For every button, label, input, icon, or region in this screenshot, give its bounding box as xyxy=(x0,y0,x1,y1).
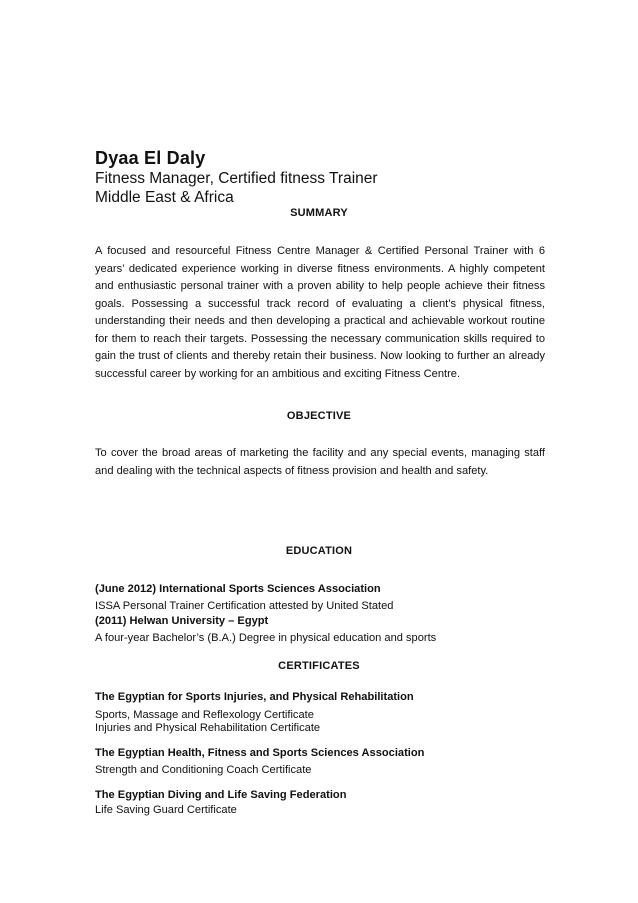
candidate-region: Middle East & Africa xyxy=(95,189,234,206)
certificates-heading: CERTIFICATES xyxy=(278,660,360,672)
objective-text: To cover the broad areas of marketing the facility and any special events, managing staff and dealing with the technical aspects of fitness provision and health and safety. xyxy=(95,447,545,477)
certificate-item: Injuries and Physical Rehabilitation Certificate xyxy=(95,722,321,734)
candidate-title: Fitness Manager, Certified fitness Trainer xyxy=(95,170,378,187)
summary-heading: SUMMARY xyxy=(290,207,348,219)
certificate-issuer: The Egyptian Diving and Life Saving Federation xyxy=(95,789,347,801)
certificate-item: Sports, Massage and Reflexology Certificate xyxy=(95,709,314,721)
education-entry-title: (June 2012) International Sports Sciences Association xyxy=(95,583,381,595)
education-entry-detail: A four-year Bachelor’s (B.A.) Degree in physical education and sports xyxy=(95,632,437,644)
summary-text: A focused and resourceful Fitness Centre Manager & Certified Personal Trainer with 6 years’ dedicated experience working in diverse fitness environments. A highly competent and enthusiastic personal trainer with a proven ability to help people achieve their fitness goals. Possessing a successful track record of evaluating a client’s physical fitness, understanding their needs and then developing a practical and achievable workout routine for them to reach their targets. Possessing the necessary communication skills required to gain the trust of clients and thereby retain their business. Now looking to further an already successful career by working for an ambitious and exciting Fitness Centre. xyxy=(95,245,545,380)
objective-heading: OBJECTIVE xyxy=(286,410,352,422)
candidate-name: Dyaa El Daly xyxy=(95,148,206,168)
certificate-issuer: The Egyptian for Sports Injuries, and Physical Rehabilitation xyxy=(95,691,414,703)
certificate-issuer: The Egyptian Health, Fitness and Sports Sciences Association xyxy=(95,747,425,759)
certificate-item: Strength and Conditioning Coach Certificate xyxy=(95,764,312,776)
education-entry-detail: ISSA Personal Trainer Certification attested by United Stated xyxy=(95,600,394,612)
education-heading: EDUCATION xyxy=(285,545,353,557)
certificate-item: Life Saving Guard Certificate xyxy=(95,804,237,816)
education-entry-title: (2011) Helwan University – Egypt xyxy=(95,615,269,627)
